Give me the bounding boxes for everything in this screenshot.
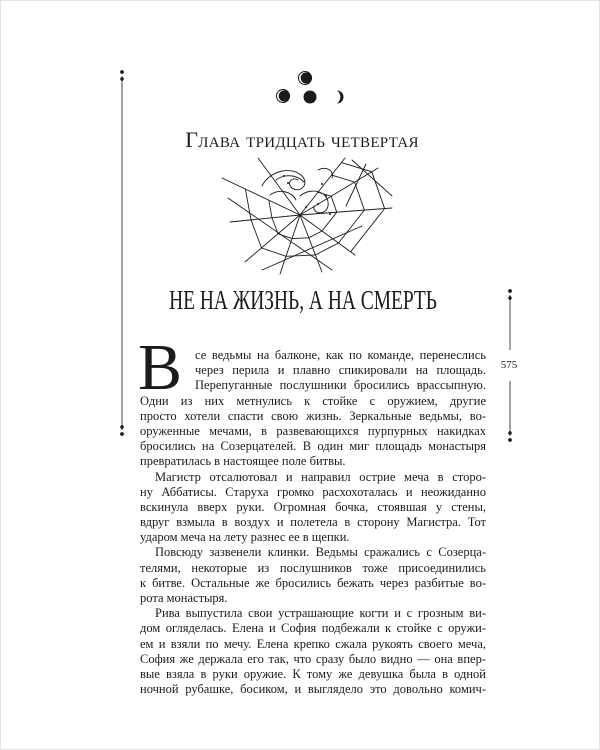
chapter-subtitle — [0, 283, 600, 317]
text-line: Перепуганные послушники бросились врассыпную. — [195, 378, 486, 393]
text-line: ночной рубашке, босиком, и выглядело это довольно комич- — [140, 682, 486, 697]
text-line: Одни из них метнулись к стойке с оружием, другие — [140, 393, 486, 408]
left-vertical-rule-icon — [120, 70, 124, 436]
text-line: рота монастыря. — [140, 591, 228, 605]
chapter-title-text: Глава тридцать четвертая — [185, 127, 419, 152]
moon-phases-icon — [277, 72, 344, 104]
text-line: се ведьмы на балконе, как по команде, перенеслись — [195, 348, 486, 362]
text-line: ем и взяли по мечу. Елена крепко сжала рукоять своего меча, — [140, 636, 486, 651]
text-line: оруженные мечами, в развевающихся пурпурных накидках — [140, 423, 486, 438]
text-line: вые взяла в руки оружие. К тому же девушка была в одной — [140, 666, 486, 681]
text-line: телями, некоторые из послушников тоже присоединились — [140, 560, 486, 575]
text-line: вскинула вверх руки. Огромная бочка, стоявшая у стены, — [140, 499, 486, 514]
text-line: дом огляделась. Елена и София подбежали к стойке с оружи- — [140, 621, 486, 636]
text-line: Рива выпустила свои устрашающие когти и с грозным ви- — [155, 606, 486, 621]
chapter-title — [0, 126, 600, 154]
text-line: вдруг взмыла в воздух и полетела в сторону Магистра. Тот — [140, 515, 486, 530]
web-rings — [228, 160, 392, 270]
text-line: через перила и плавно спикировали на площадь. — [195, 363, 486, 378]
chapter-subtitle-text: НЕ НА ЖИЗНЬ, А НА СМЕРТЬ — [169, 285, 437, 315]
text-line: просто хотели спасти свою жизнь. Зеркальные ведьмы, во- — [140, 408, 486, 423]
text-line: бросились на Созерцателей. В один миг площадь монастыря — [140, 439, 486, 454]
swirl-ornament — [262, 168, 332, 212]
text-line: Повсюду зазвенели клинки. Ведьмы сражались с Созерца- — [155, 545, 486, 560]
text-line: превратилась в настоящее поле битвы. — [140, 454, 346, 469]
page-number: 575 — [500, 359, 518, 371]
body-text — [140, 348, 486, 697]
web-spokes — [222, 158, 392, 274]
text-line: София же держала его так, что сразу было видно — она впер- — [140, 651, 486, 666]
spiderweb-swirl-illustration — [222, 158, 392, 274]
text-line: к битве. Остальные же бросились бежать через разбитые во- — [140, 575, 486, 590]
drop-cap: В — [138, 331, 183, 404]
text-line: ну Аббатисы. Старуха громко расхохоталась и неожиданно — [140, 484, 486, 499]
text-line: ударом меча на лету разнес ее в щепки. — [140, 530, 350, 545]
text-line: Магистр отсалютовал и направил острие меча в сторо- — [155, 469, 486, 484]
